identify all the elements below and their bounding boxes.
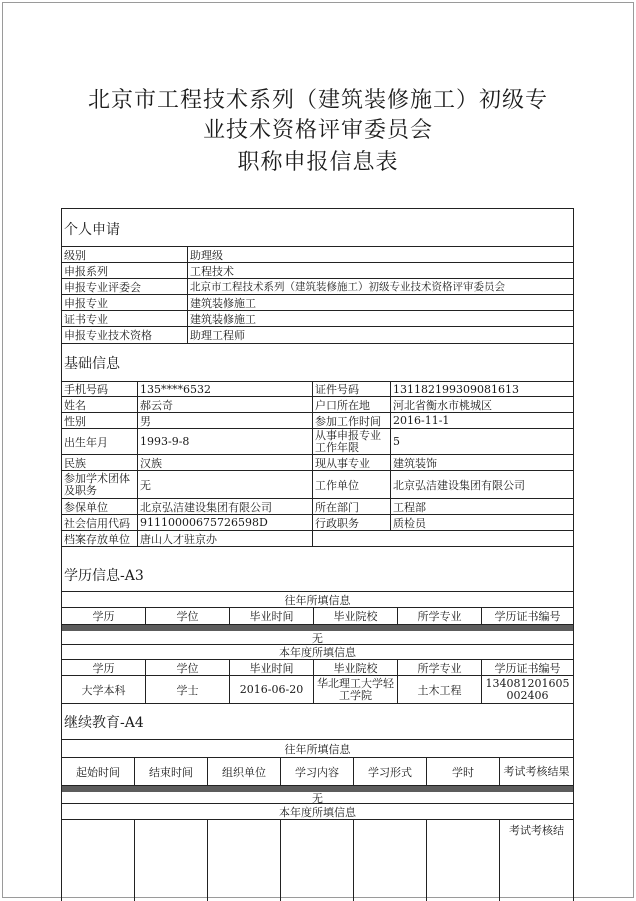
field-label: 参加工作时间 [313,413,391,428]
info-form [61,208,574,901]
doc-title-line-2: 业技术资格评审委员会 [202,118,433,143]
basic-row [62,515,573,531]
field-label: 性别 [62,413,138,428]
field-value: 无 [138,471,313,498]
section-education-heading: 学历信息-A3 [64,568,144,584]
field-value: 建筑装修施工 [190,312,256,326]
field-label: 民族 [62,455,138,470]
education-past-header [62,591,573,608]
column-header: 学历 [62,608,146,624]
field-label: 出生年月 [62,429,138,454]
education-columns-row [62,660,573,676]
field-value: 郝云奇 [138,397,313,412]
basic-row [62,499,573,515]
education-none-row [62,631,573,645]
field-label: 社会信用代码 [62,515,138,530]
field-label: 行政职务 [313,515,391,530]
field-value: 河北省衡水市桃城区 [393,398,492,412]
column-header: 毕业院校 [314,660,398,675]
field-label: 姓名 [62,397,138,412]
none-label: 无 [312,792,323,803]
field-label: 申报系列 [62,263,188,278]
field-label: 档案存放单位 [62,531,138,546]
doc-title-line-1: 北京市工程技术系列（建筑装修施工）初级专 [87,88,548,113]
field-value: 男 [138,413,313,428]
field-value: 汉族 [138,455,313,470]
field-value: 135****6532 [138,382,313,396]
field-value: 北京弘洁建设集团有限公司 [138,499,313,514]
column-header: 所学专业 [398,608,482,624]
basic-row [62,471,573,499]
past-info-label: 往年所填信息 [284,593,351,607]
column-header: 学历 [62,660,146,675]
continuing-none-row [62,792,573,804]
field-label: 工作单位 [313,471,391,498]
field-label: 从事申报专业工作年限 [313,429,391,454]
table-cell: 2016-06-20 [230,676,314,703]
personal-row [62,311,573,327]
column-header: 组织单位 [208,758,281,785]
field-value: 2016-11-1 [393,414,450,427]
table-cell: 大学本科 [62,676,146,703]
education-data-row [62,676,573,704]
continuing-current-header [62,804,573,820]
column-header: 起始时间 [62,758,135,785]
field-value: 建筑装修施工 [190,296,256,310]
field-label: 级别 [62,247,188,262]
column-header: 考试考核结果 [503,764,570,778]
column-header: 学位 [146,660,230,675]
personal-row [62,327,573,344]
field-value: 工程部 [393,500,426,514]
field-label: 申报专业评委会 [62,279,188,294]
section-personal-heading: 个人申请 [64,222,120,238]
column-header: 毕业院校 [314,608,398,624]
column-header: 学历证书编号 [494,610,561,623]
field-label: 参加学术团体及职务 [62,471,138,498]
basic-row [62,397,573,413]
continuing-past-header [62,739,573,758]
field-value: 助理工程师 [190,329,245,342]
field-label: 申报专业 [62,295,188,310]
field-label: 证件号码 [313,382,391,396]
basic-row [62,413,573,429]
continuing-columns-row [62,820,573,901]
field-value: 91110000675726598D [138,515,313,530]
doc-title-line-3: 职称申报信息表 [237,150,399,175]
basic-row [62,429,573,455]
field-label: 所在部门 [313,499,391,514]
personal-row [62,295,573,311]
field-value: 131182199309081613 [393,382,519,396]
column-header-empty [281,820,354,901]
education-current-header [62,645,573,660]
field-value: 质检员 [393,516,426,530]
column-header: 考试考核结 [509,824,564,837]
current-info-label: 本年度所填信息 [279,646,356,659]
field-value: 北京弘洁建设集团有限公司 [393,478,525,492]
column-header: 结束时间 [135,758,208,785]
none-label: 无 [312,631,323,644]
table-cell: 134081201605002406 [485,676,570,702]
column-header: 学习内容 [281,758,354,785]
section-basic-heading: 基础信息 [64,356,120,372]
field-value: 北京市工程技术系列（建筑装修施工）初级专业技术资格评审委员会 [190,281,505,293]
basic-row [62,455,573,471]
basic-row [62,531,573,547]
column-header-empty [62,820,135,901]
field-value: 工程技术 [190,264,234,278]
field-label: 证书专业 [62,311,188,326]
personal-row [62,246,573,263]
column-header-empty [208,820,281,901]
field-label: 手机号码 [62,382,138,396]
column-header: 所学专业 [398,660,482,675]
column-header: 学位 [146,608,230,624]
field-label: 参保单位 [62,499,138,514]
field-value: 助理级 [190,248,223,262]
column-header: 学习形式 [354,758,427,785]
field-value-empty [313,531,573,546]
table-cell: 学士 [146,676,230,703]
personal-row [62,263,573,279]
field-label: 户口所在地 [313,397,391,412]
field-label: 申报专业技术资格 [62,327,188,343]
section-continuing-heading: 继续教育-A4 [64,715,144,731]
column-header-empty [354,820,427,901]
field-value: 建筑装饰 [393,456,437,470]
current-info-label: 本年度所填信息 [279,805,356,819]
column-header-empty [427,820,500,901]
table-cell: 华北理工大学轻工学院 [314,676,398,703]
education-columns-row [62,608,573,625]
field-value: 唐山人才驻京办 [138,531,313,546]
column-header: 毕业时间 [230,660,314,675]
personal-row [62,279,573,295]
continuing-columns-row [62,758,573,786]
column-header: 学历证书编号 [494,661,561,675]
field-label: 现从事专业 [313,455,391,470]
past-info-label: 往年所填信息 [284,742,351,756]
column-header: 学时 [427,758,500,785]
field-value: 1993-9-8 [138,429,313,454]
column-header-empty [135,820,208,901]
column-header: 毕业时间 [230,608,314,624]
table-cell: 土木工程 [398,676,482,703]
field-value: 5 [393,435,400,448]
basic-row [62,381,573,397]
